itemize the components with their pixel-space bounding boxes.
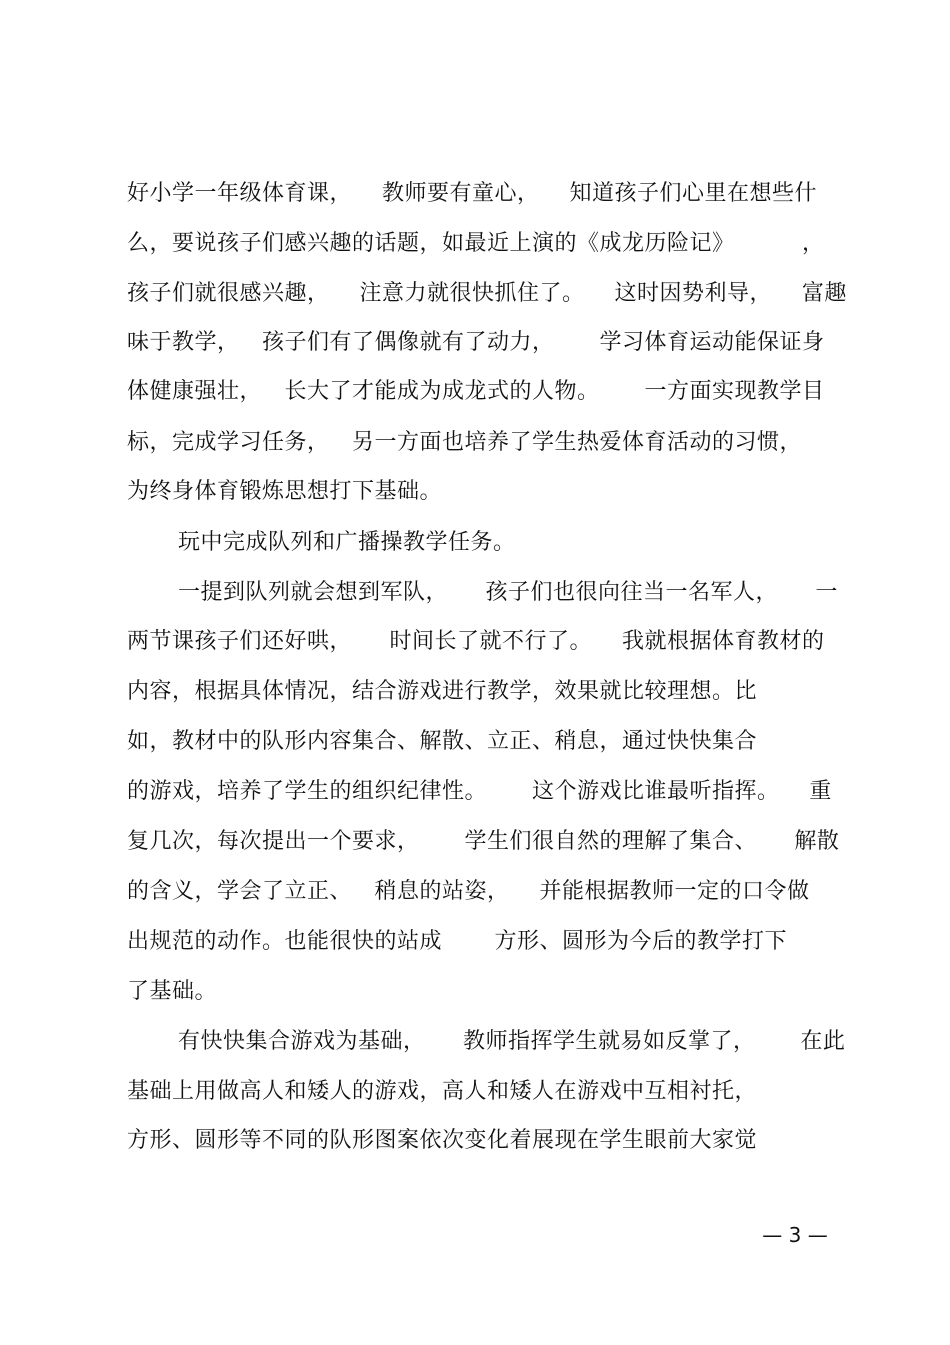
text-line-20: 方形、圆形等不同的队形图案依次变化着展现在学生眼前大家觉 [127, 1128, 758, 1153]
text-line-4: 味于教学， 孩子们有了偶像就有了动力， 学习体育运动能保证身 [127, 330, 825, 355]
text-line-15: 的含义，学会了立正、 稍息的站姿， 并能根据教师一定的口令做 [127, 879, 810, 904]
text-line-16: 出规范的动作。也能很快的站成 方形、圆形为今后的教学打下 [127, 929, 787, 954]
text-line-12: 如，教材中的队形内容集合、解散、立正、稍息，通过快快集合 [127, 729, 758, 754]
text-line-18: 有快快集合游戏为基础， 教师指挥学生就易如反掌了， 在此 [178, 1029, 846, 1054]
text-line-14: 复几次，每次提出一个要求， 学生们很自然的理解了集合、 解散 [127, 829, 840, 854]
text-line-10: 两节课孩子们还好哄， 时间长了就不行了。 我就根据体育教材的 [127, 629, 825, 654]
text-line-17: 了基础。 [127, 979, 218, 1004]
text-line-9: 一提到队列就会想到军队， 孩子们也很向往当一名军人， 一 [178, 580, 838, 605]
text-line-19: 基础上用做高人和矮人的游戏，高人和矮人在游戏中互相衬托， [127, 1079, 758, 1104]
paragraph-heading: 玩中完成队列和广播操教学任务。 [178, 530, 516, 555]
page-number: — 3 — [762, 1223, 828, 1247]
text-line-5: 体健康强壮， 长大了才能成为成龙式的人物。 一方面实现教学目 [127, 379, 825, 404]
text-line-3: 孩子们就很感兴趣， 注意力就很快抓住了。 这时因势利导， 富趣 [127, 281, 847, 306]
text-line-7: 为终身体育锻炼思想打下基础。 [127, 479, 443, 504]
text-line-6: 标，完成学习任务， 另一方面也培养了学生热爱体育活动的习惯， [127, 430, 802, 455]
text-line-2: 么，要说孩子们感兴趣的话题，如最近上演的《成龙历险记》 ， [127, 231, 825, 256]
text-line-1: 好小学一年级体育课， 教师要有童心， 知道孩子们心里在想些什 [127, 181, 817, 206]
text-line-11: 内容，根据具体情况，结合游戏进行教学，效果就比较理想。比 [127, 679, 758, 704]
text-line-13: 的游戏，培养了学生的组织纪律性。 这个游戏比谁最听指挥。 重 [127, 779, 832, 804]
